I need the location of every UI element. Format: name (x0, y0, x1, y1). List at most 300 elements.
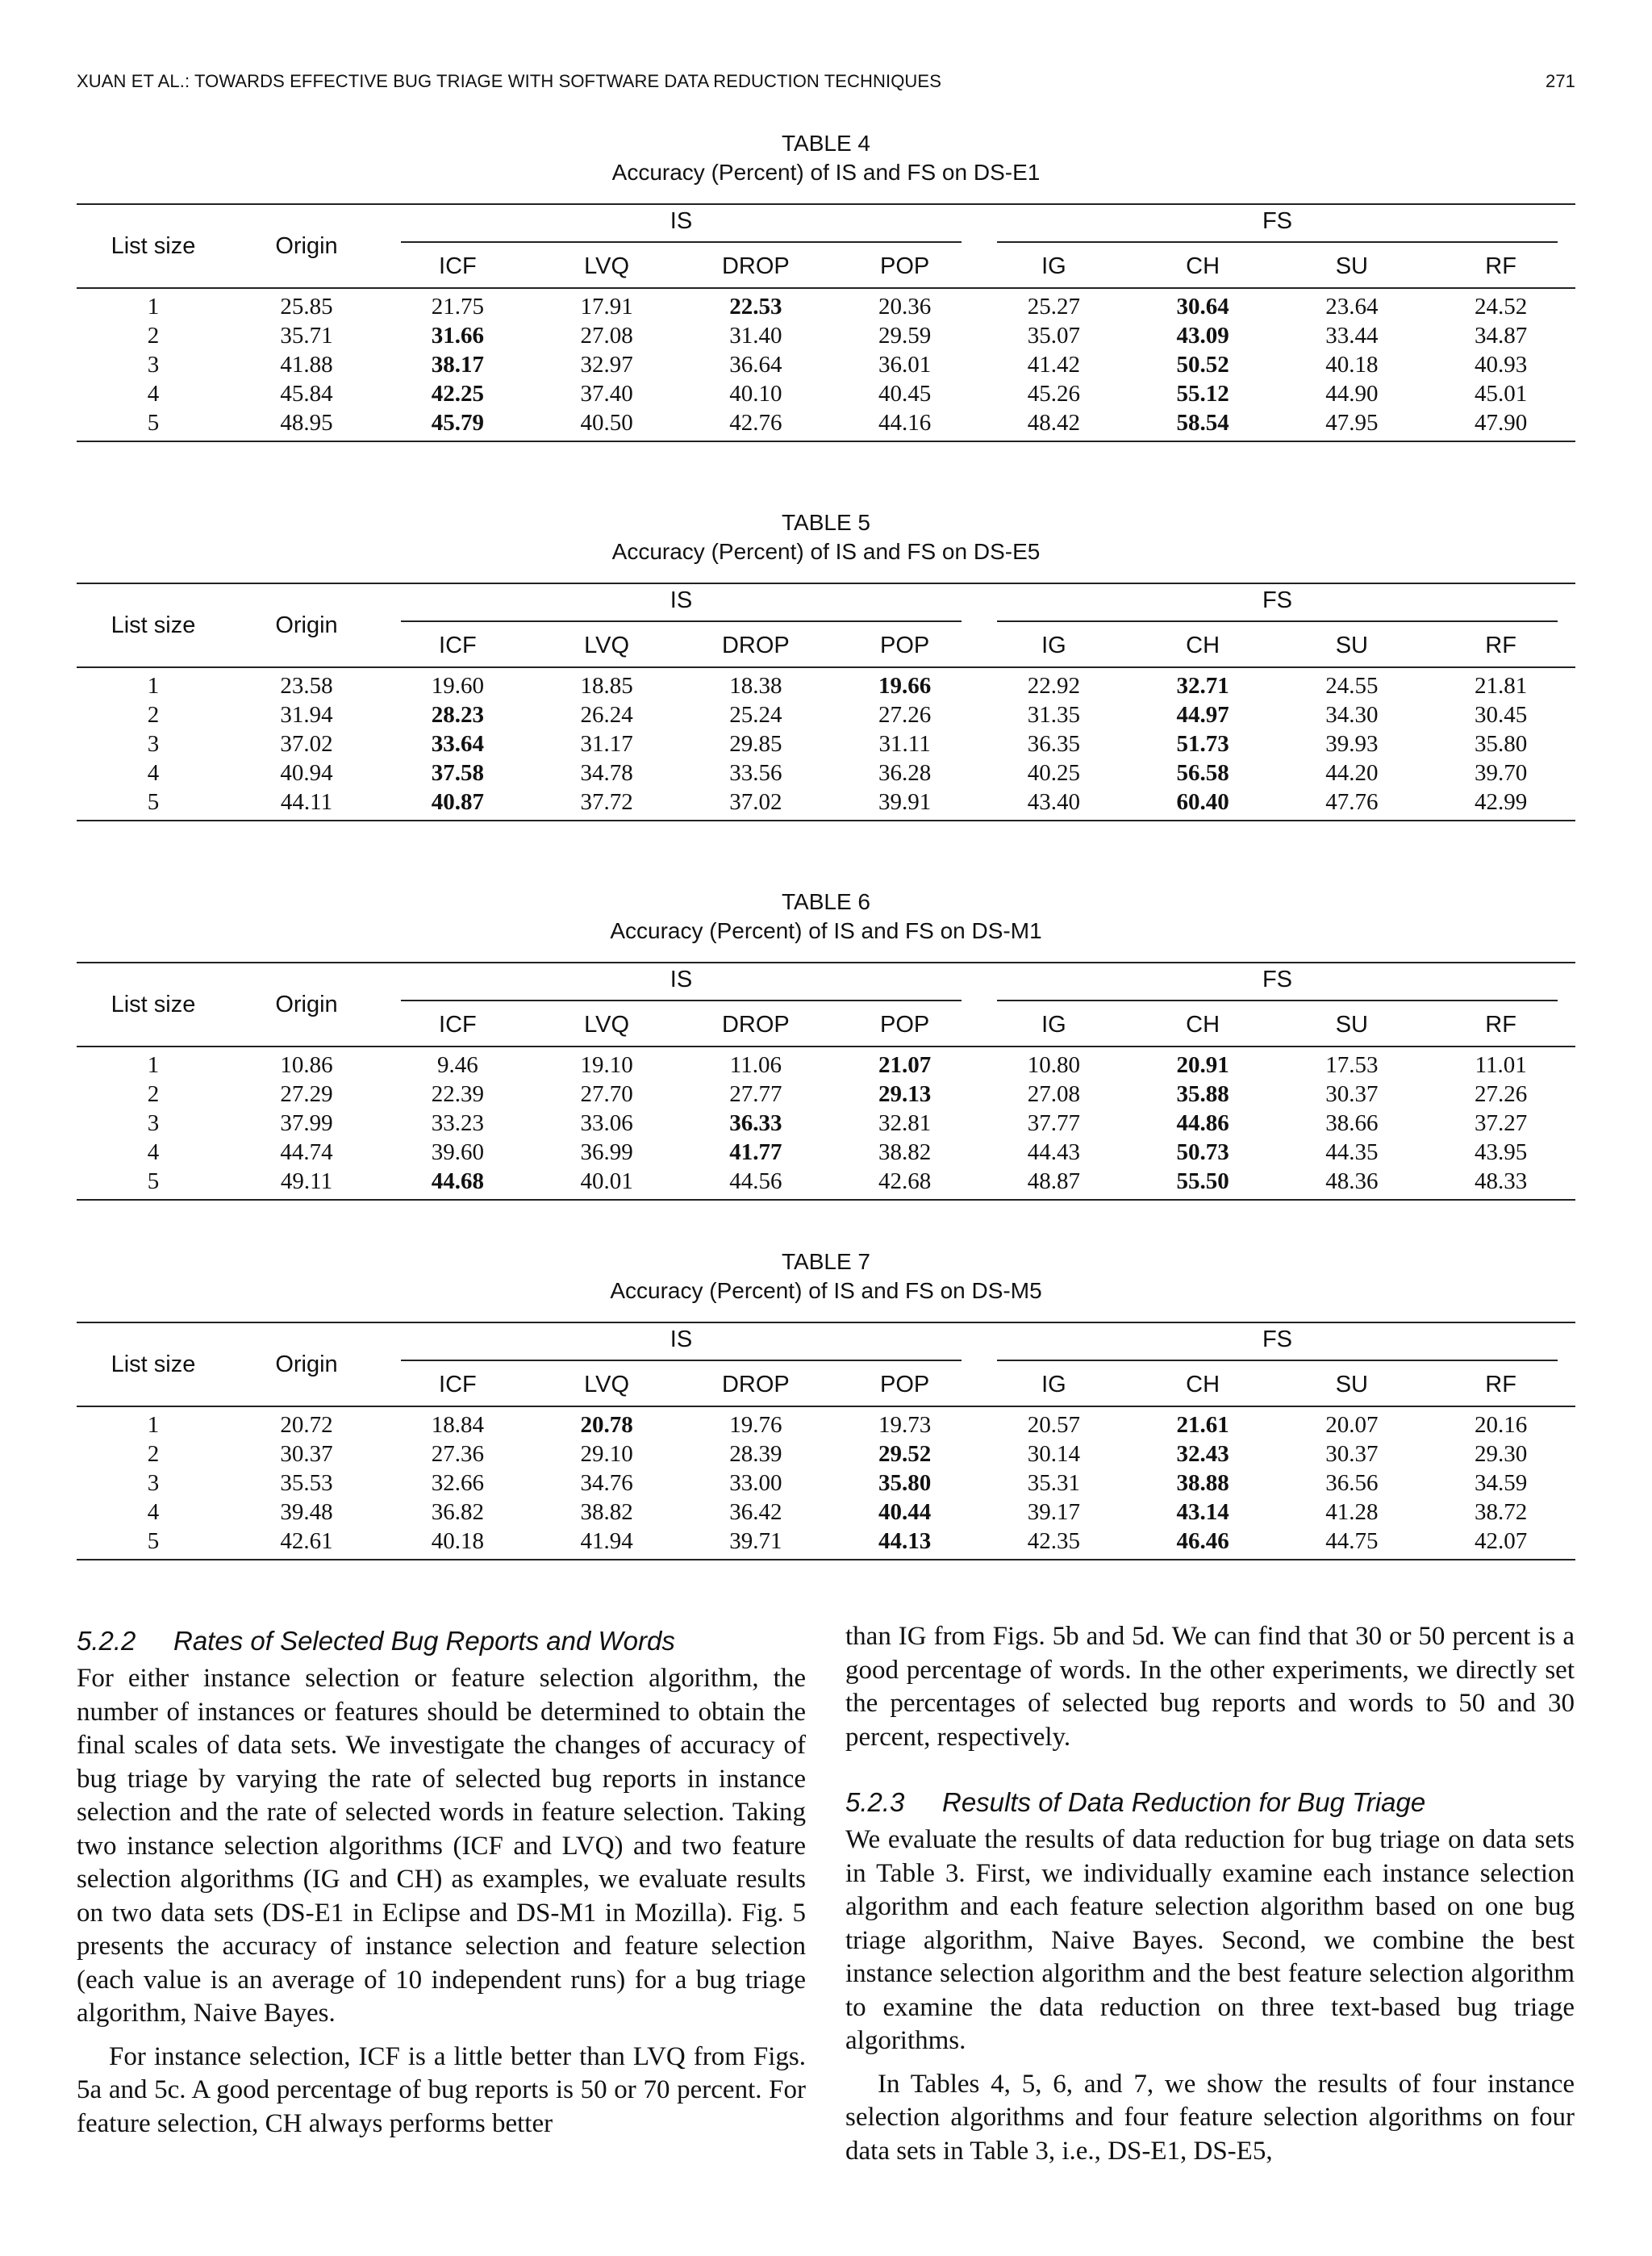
table-row (77, 1167, 1575, 1200)
table-cell: 21.61 (1128, 1406, 1278, 1439)
col-rf: RF (1485, 632, 1516, 658)
table-row (77, 1406, 1575, 1439)
section-heading-5-2-3 (845, 1785, 1575, 1820)
table-cell: 18.84 (383, 1406, 532, 1439)
paragraph: In Tables 4, 5, 6, and 7, we show the results of four instance selection algorithms and four feature selection algorithms on four data sets in Table 3, i.e., DS-E1, DS-E5, (845, 2069, 1575, 2166)
section-number: 5.2.2 (77, 1626, 136, 1656)
col-origin: Origin (230, 1322, 383, 1406)
table-cell: 21.81 (1426, 667, 1575, 700)
table-cell: 42.99 (1426, 788, 1575, 821)
col-drop: DROP (721, 253, 790, 279)
col-icf: ICF (439, 1011, 477, 1038)
table-cell: 4 (147, 381, 160, 407)
table-cell: 4 (147, 1139, 160, 1165)
col-group-is (383, 204, 979, 245)
table-cell: 5 (77, 788, 230, 821)
table-cell: 20.36 (830, 288, 979, 321)
table-cell: 28.23 (431, 702, 484, 728)
table-cell: 27.08 (1027, 1081, 1080, 1107)
table-cell: 18.38 (682, 667, 831, 700)
table-cell: 21.75 (383, 288, 532, 321)
table-cell: 43.14 (1176, 1499, 1229, 1525)
table-row (77, 1080, 1575, 1109)
table-row (77, 379, 1575, 408)
table-cell: 2 (147, 702, 160, 728)
table-cell: 29.13 (878, 1081, 932, 1107)
table-cell: 29.52 (878, 1441, 932, 1467)
table-cell: 44.75 (1278, 1527, 1427, 1560)
table-cell: 33.56 (729, 760, 782, 786)
group-label-fs: FS (997, 967, 1558, 1001)
table-cell: 44.13 (830, 1527, 979, 1560)
table-cell: 21.07 (830, 1047, 979, 1080)
table-cell: 44.43 (1027, 1139, 1080, 1165)
table-cell: 45.01 (1475, 381, 1528, 407)
table-row (77, 1527, 1575, 1560)
table-row (77, 1498, 1575, 1527)
table-cell: 44.74 (280, 1139, 333, 1165)
table-label: TABLE 5 (782, 510, 870, 535)
col-su: SU (1335, 1371, 1369, 1397)
table-cell: 41.77 (729, 1139, 782, 1165)
table-cell: 44.86 (1176, 1110, 1229, 1136)
table-cell: 45.26 (1027, 381, 1080, 407)
col-rf: RF (1485, 253, 1516, 279)
table-cell: 35.80 (878, 1470, 932, 1496)
table-cell: 37.02 (280, 731, 333, 757)
col-drop: DROP (721, 632, 790, 658)
table-cell: 40.25 (1027, 760, 1080, 786)
table-row (77, 1439, 1575, 1468)
col-icf: ICF (439, 1371, 477, 1397)
table-cell: 34.30 (1325, 702, 1379, 728)
table-cell: 43.95 (1475, 1139, 1528, 1165)
col-group-is (383, 963, 979, 1004)
table-cell: 36.82 (431, 1499, 484, 1525)
col-lvq: LVQ (584, 1011, 630, 1038)
col-ig: IG (1041, 1371, 1066, 1397)
table-cell: 23.58 (230, 667, 383, 700)
table-cell: 40.18 (383, 1527, 532, 1560)
table-cell: 37.99 (280, 1110, 333, 1136)
table-row (77, 1138, 1575, 1167)
table-cell: 10.86 (230, 1047, 383, 1080)
table-cell: 31.17 (580, 731, 633, 757)
table-cell: 20.91 (1128, 1047, 1278, 1080)
table-cell: 3 (147, 1470, 160, 1496)
table-cell: 31.66 (431, 323, 484, 349)
table-cell: 33.64 (431, 731, 484, 757)
group-label-fs: FS (997, 587, 1558, 622)
table-cell: 37.77 (1027, 1110, 1080, 1136)
table-cell: 34.78 (580, 760, 633, 786)
col-origin: Origin (230, 963, 383, 1047)
table-cell: 37.58 (431, 760, 484, 786)
table-row (77, 758, 1575, 788)
table-cell: 45.84 (280, 381, 333, 407)
table-caption: Accuracy (Percent) of IS and FS on DS-E1 (611, 160, 1041, 185)
section-heading-5-2-2 (77, 1623, 806, 1659)
table-cell: 5 (77, 408, 230, 441)
col-list-size: List size (77, 963, 230, 1047)
table-cell: 35.07 (1027, 323, 1080, 349)
table-cell: 40.10 (729, 381, 782, 407)
col-ig: IG (1041, 253, 1066, 279)
table-cell: 30.64 (1128, 288, 1278, 321)
col-group-fs (979, 204, 1575, 245)
table-cell: 42.07 (1426, 1527, 1575, 1560)
table-cell: 1 (77, 667, 230, 700)
table-cell: 29.59 (878, 323, 932, 349)
table-cell: 28.39 (729, 1441, 782, 1467)
table-cell: 5 (77, 1527, 230, 1560)
accuracy-table (77, 203, 1575, 442)
table-cell: 36.33 (729, 1110, 782, 1136)
table-cell: 35.53 (280, 1470, 333, 1496)
table-cell: 38.72 (1475, 1499, 1528, 1525)
table-cell: 36.56 (1325, 1470, 1379, 1496)
group-label-fs: FS (997, 1326, 1558, 1361)
table-cell: 55.50 (1128, 1167, 1278, 1200)
col-list-size: List size (77, 583, 230, 667)
table-cell: 1 (77, 1406, 230, 1439)
table-cell: 27.08 (580, 323, 633, 349)
accuracy-table (77, 1322, 1575, 1560)
col-drop: DROP (721, 1011, 790, 1038)
table-cell: 31.94 (280, 702, 333, 728)
table-label: TABLE 6 (782, 889, 870, 914)
table-cell: 35.80 (1475, 731, 1528, 757)
table-cell: 39.17 (1027, 1499, 1080, 1525)
table-row (77, 408, 1575, 441)
table-cell: 44.90 (1325, 381, 1379, 407)
table-cell: 40.01 (532, 1167, 682, 1200)
table-cell: 3 (147, 352, 160, 378)
table-cell: 22.39 (431, 1081, 484, 1107)
col-icf: ICF (439, 253, 477, 279)
table-cell: 40.50 (532, 408, 682, 441)
table-caption: Accuracy (Percent) of IS and FS on DS-M5 (610, 1278, 1042, 1303)
table-cell: 30.37 (280, 1441, 333, 1467)
table-cell: 40.45 (878, 381, 932, 407)
col-ig: IG (1041, 1011, 1066, 1038)
table-cell: 10.80 (979, 1047, 1128, 1080)
table-cell: 32.66 (431, 1470, 484, 1496)
table-cell: 50.73 (1176, 1139, 1229, 1165)
col-origin: Origin (230, 583, 383, 667)
group-label-is: IS (401, 587, 962, 622)
table-cell: 27.70 (580, 1081, 633, 1107)
table-cell: 44.56 (682, 1167, 831, 1200)
table-cell: 3 (147, 731, 160, 757)
table-cell: 48.36 (1278, 1167, 1427, 1200)
table-cell: 45.79 (383, 408, 532, 441)
table-cell: 38.66 (1325, 1110, 1379, 1136)
table-cell: 48.42 (979, 408, 1128, 441)
col-pop: POP (880, 1371, 930, 1397)
table-cell: 32.71 (1128, 667, 1278, 700)
table-cell: 19.73 (830, 1406, 979, 1439)
table-row (77, 1047, 1575, 1080)
table-cell: 56.58 (1176, 760, 1229, 786)
table-cell: 35.71 (280, 323, 333, 349)
table-cell: 39.91 (830, 788, 979, 821)
table-cell: 29.10 (580, 1441, 633, 1467)
table-cell: 20.16 (1426, 1406, 1575, 1439)
table-cell: 51.73 (1176, 731, 1229, 757)
accuracy-table (77, 583, 1575, 821)
col-su: SU (1335, 1011, 1369, 1038)
table-cell: 37.27 (1475, 1110, 1528, 1136)
table-cell: 30.45 (1475, 702, 1528, 728)
table-cell: 36.01 (878, 352, 932, 378)
col-ch: CH (1186, 632, 1220, 658)
table-cell: 33.06 (580, 1110, 633, 1136)
table-cell: 38.82 (580, 1499, 633, 1525)
table-cell: 36.99 (580, 1139, 633, 1165)
table-cell: 42.76 (682, 408, 831, 441)
group-label-fs: FS (997, 208, 1558, 243)
table-row (77, 788, 1575, 821)
section-title: Results of Data Reduction for Bug Triage (942, 1787, 1426, 1817)
table-cell: 5 (77, 1167, 230, 1200)
table-cell: 47.76 (1278, 788, 1427, 821)
table-cell: 26.24 (580, 702, 633, 728)
table-cell: 39.60 (431, 1139, 484, 1165)
table-cell: 19.66 (830, 667, 979, 700)
table-row (77, 667, 1575, 700)
table-cell: 44.68 (383, 1167, 532, 1200)
table-caption: Accuracy (Percent) of IS and FS on DS-E5 (611, 539, 1041, 564)
table-cell: 36.28 (878, 760, 932, 786)
table-cell: 11.06 (682, 1047, 831, 1080)
table-cell: 43.40 (979, 788, 1128, 821)
table-row (77, 1109, 1575, 1138)
table-cell: 38.82 (878, 1139, 932, 1165)
table-cell: 29.30 (1475, 1441, 1528, 1467)
table-label: TABLE 4 (782, 131, 870, 156)
table-cell: 39.93 (1325, 731, 1379, 757)
table-cell: 33.44 (1325, 323, 1379, 349)
col-list-size: List size (77, 1322, 230, 1406)
table-cell: 41.94 (532, 1527, 682, 1560)
table-cell: 11.01 (1426, 1047, 1575, 1080)
table-cell: 27.77 (729, 1081, 782, 1107)
table-cell: 19.10 (532, 1047, 682, 1080)
col-lvq: LVQ (584, 1371, 630, 1397)
table-cell: 27.36 (431, 1441, 484, 1467)
table-cell: 36.35 (1027, 731, 1080, 757)
col-group-is (383, 583, 979, 625)
table-cell: 27.26 (878, 702, 932, 728)
table-cell: 27.26 (1475, 1081, 1528, 1107)
table-cell: 44.35 (1325, 1139, 1379, 1165)
table-cell: 37.02 (682, 788, 831, 821)
table-cell: 17.53 (1278, 1047, 1427, 1080)
table-cell: 30.37 (1325, 1081, 1379, 1107)
table-row (77, 700, 1575, 729)
table-cell: 39.70 (1475, 760, 1528, 786)
col-ch: CH (1186, 1371, 1220, 1397)
col-group-is (383, 1322, 979, 1364)
table-cell: 42.68 (830, 1167, 979, 1200)
table-caption: Accuracy (Percent) of IS and FS on DS-M1 (610, 918, 1042, 943)
col-pop: POP (880, 1011, 930, 1038)
table-cell: 20.72 (230, 1406, 383, 1439)
table-cell: 60.40 (1128, 788, 1278, 821)
col-pop: POP (880, 253, 930, 279)
col-origin: Origin (230, 204, 383, 288)
paragraph: For either instance selection or feature selection algorithm, the number of instances or features should be determined to obtain the final scales of data sets. We investigate the changes of accuracy of bug triage by varying the rate of selected bug reports in instance selection and the rate of selected words in feature selection. Taking two instance selection algorithms (ICF and LVQ) and two feature selection algorithms (IG and CH) as examples, we evaluate results on two data sets (DS-E1 in Eclipse and DS-M1 in Mozilla). Fig. 5 presents the accuracy of instance selection and feature selection (each value is an average of 10 independent runs) for a bug triage algorithm, Naive Bayes. (77, 1664, 806, 2028)
col-rf: RF (1485, 1371, 1516, 1397)
col-su: SU (1335, 253, 1369, 279)
col-list-size: List size (77, 204, 230, 288)
table-cell: 24.55 (1278, 667, 1427, 700)
table-cell: 31.11 (878, 731, 931, 757)
col-su: SU (1335, 632, 1369, 658)
table-cell: 40.44 (878, 1499, 932, 1525)
table-cell: 1 (77, 288, 230, 321)
table-cell: 38.17 (431, 352, 484, 378)
paragraph: We evaluate the results of data reduction for bug triage on data sets in Table 3. First, we individually examine each instance selection algorithm and each feature selection algorithm based on one bug triage algorithm, Naive Bayes. Second, we combine the best instance selection algorithm and the best feature selection algorithm to examine the data reduction on three text-based bug triage algorithms. (845, 1825, 1575, 2055)
table-5 (77, 508, 1575, 821)
table-cell: 44.11 (230, 788, 383, 821)
table-cell: 41.88 (280, 352, 333, 378)
col-lvq: LVQ (584, 632, 630, 658)
table-cell: 18.85 (532, 667, 682, 700)
table-cell: 19.60 (383, 667, 532, 700)
table-cell: 40.87 (383, 788, 532, 821)
table-cell: 2 (147, 1081, 160, 1107)
table-cell: 9.46 (383, 1047, 532, 1080)
table-cell: 34.59 (1475, 1470, 1528, 1496)
table-cell: 42.35 (979, 1527, 1128, 1560)
table-cell: 22.92 (979, 667, 1128, 700)
group-label-is: IS (401, 208, 962, 243)
table-cell: 36.64 (729, 352, 782, 378)
table-cell: 20.57 (979, 1406, 1128, 1439)
col-pop: POP (880, 632, 930, 658)
table-cell: 2 (147, 1441, 160, 1467)
table-cell: 25.27 (979, 288, 1128, 321)
table-cell: 1 (77, 1047, 230, 1080)
table-cell: 25.24 (729, 702, 782, 728)
table-4 (77, 129, 1575, 442)
running-title: XUAN ET AL.: TOWARDS EFFECTIVE BUG TRIAGE WITH SOFTWARE DATA REDUCTION TECHNIQUES (77, 71, 941, 91)
table-7 (77, 1247, 1575, 1560)
table-cell: 35.88 (1176, 1081, 1229, 1107)
table-cell: 49.11 (230, 1167, 383, 1200)
col-ch: CH (1186, 1011, 1220, 1038)
col-drop: DROP (721, 1371, 790, 1397)
table-cell: 30.14 (1027, 1441, 1080, 1467)
table-cell: 44.16 (830, 408, 979, 441)
table-cell: 48.95 (230, 408, 383, 441)
table-label: TABLE 7 (782, 1249, 870, 1274)
accuracy-table (77, 962, 1575, 1201)
table-cell: 22.53 (682, 288, 831, 321)
table-cell: 48.33 (1426, 1167, 1575, 1200)
table-cell: 17.91 (532, 288, 682, 321)
table-cell: 43.09 (1176, 323, 1229, 349)
table-cell: 48.87 (979, 1167, 1128, 1200)
table-cell: 42.25 (431, 381, 484, 407)
col-ch: CH (1186, 253, 1220, 279)
table-cell: 20.78 (532, 1406, 682, 1439)
table-cell: 32.81 (878, 1110, 932, 1136)
text-column-left (77, 1620, 806, 2141)
table-row (77, 288, 1575, 321)
table-cell: 47.90 (1426, 408, 1575, 441)
table-cell: 46.46 (1128, 1527, 1278, 1560)
page-number: 271 (1545, 71, 1575, 91)
table-row (77, 321, 1575, 350)
table-cell: 41.28 (1325, 1499, 1379, 1525)
col-group-fs (979, 583, 1575, 625)
paragraph: For instance selection, ICF is a little better than LVQ from Figs. 5a and 5c. A good percentage of bug reports is 50 or 70 percent. For feature selection, CH always performs better (77, 2041, 806, 2138)
table-row (77, 729, 1575, 758)
col-group-fs (979, 1322, 1575, 1364)
table-cell: 31.40 (729, 323, 782, 349)
col-rf: RF (1485, 1011, 1516, 1038)
table-cell: 35.31 (1027, 1470, 1080, 1496)
table-6 (77, 888, 1575, 1201)
section-title: Rates of Selected Bug Reports and Words (173, 1626, 675, 1656)
table-cell: 36.42 (729, 1499, 782, 1525)
table-cell: 40.94 (280, 760, 333, 786)
section-number: 5.2.3 (845, 1787, 905, 1817)
table-cell: 34.87 (1475, 323, 1528, 349)
table-cell: 33.00 (729, 1470, 782, 1496)
table-cell: 27.29 (280, 1081, 333, 1107)
table-cell: 25.85 (230, 288, 383, 321)
table-cell: 24.52 (1426, 288, 1575, 321)
table-cell: 32.43 (1176, 1441, 1229, 1467)
table-cell: 39.71 (682, 1527, 831, 1560)
table-cell: 32.97 (580, 352, 633, 378)
table-row (77, 1468, 1575, 1498)
table-cell: 37.40 (580, 381, 633, 407)
table-cell: 40.18 (1325, 352, 1379, 378)
table-cell: 42.61 (230, 1527, 383, 1560)
table-cell: 55.12 (1176, 381, 1229, 407)
table-cell: 44.20 (1325, 760, 1379, 786)
table-cell: 4 (147, 760, 160, 786)
table-cell: 47.95 (1278, 408, 1427, 441)
table-cell: 44.97 (1176, 702, 1229, 728)
table-cell: 19.76 (682, 1406, 831, 1439)
table-cell: 39.48 (280, 1499, 333, 1525)
table-cell: 3 (147, 1110, 160, 1136)
text-column-right (845, 1620, 1575, 2168)
table-cell: 30.37 (1325, 1441, 1379, 1467)
table-cell: 34.76 (580, 1470, 633, 1496)
table-cell: 31.35 (1027, 702, 1080, 728)
table-row (77, 350, 1575, 379)
table-cell: 40.93 (1475, 352, 1528, 378)
table-cell: 23.64 (1278, 288, 1427, 321)
table-cell: 29.85 (729, 731, 782, 757)
col-group-fs (979, 963, 1575, 1004)
table-cell: 2 (147, 323, 160, 349)
table-cell: 50.52 (1176, 352, 1229, 378)
col-ig: IG (1041, 632, 1066, 658)
table-cell: 33.23 (431, 1110, 484, 1136)
table-cell: 20.07 (1278, 1406, 1427, 1439)
table-cell: 58.54 (1128, 408, 1278, 441)
table-cell: 38.88 (1176, 1470, 1229, 1496)
table-cell: 37.72 (532, 788, 682, 821)
